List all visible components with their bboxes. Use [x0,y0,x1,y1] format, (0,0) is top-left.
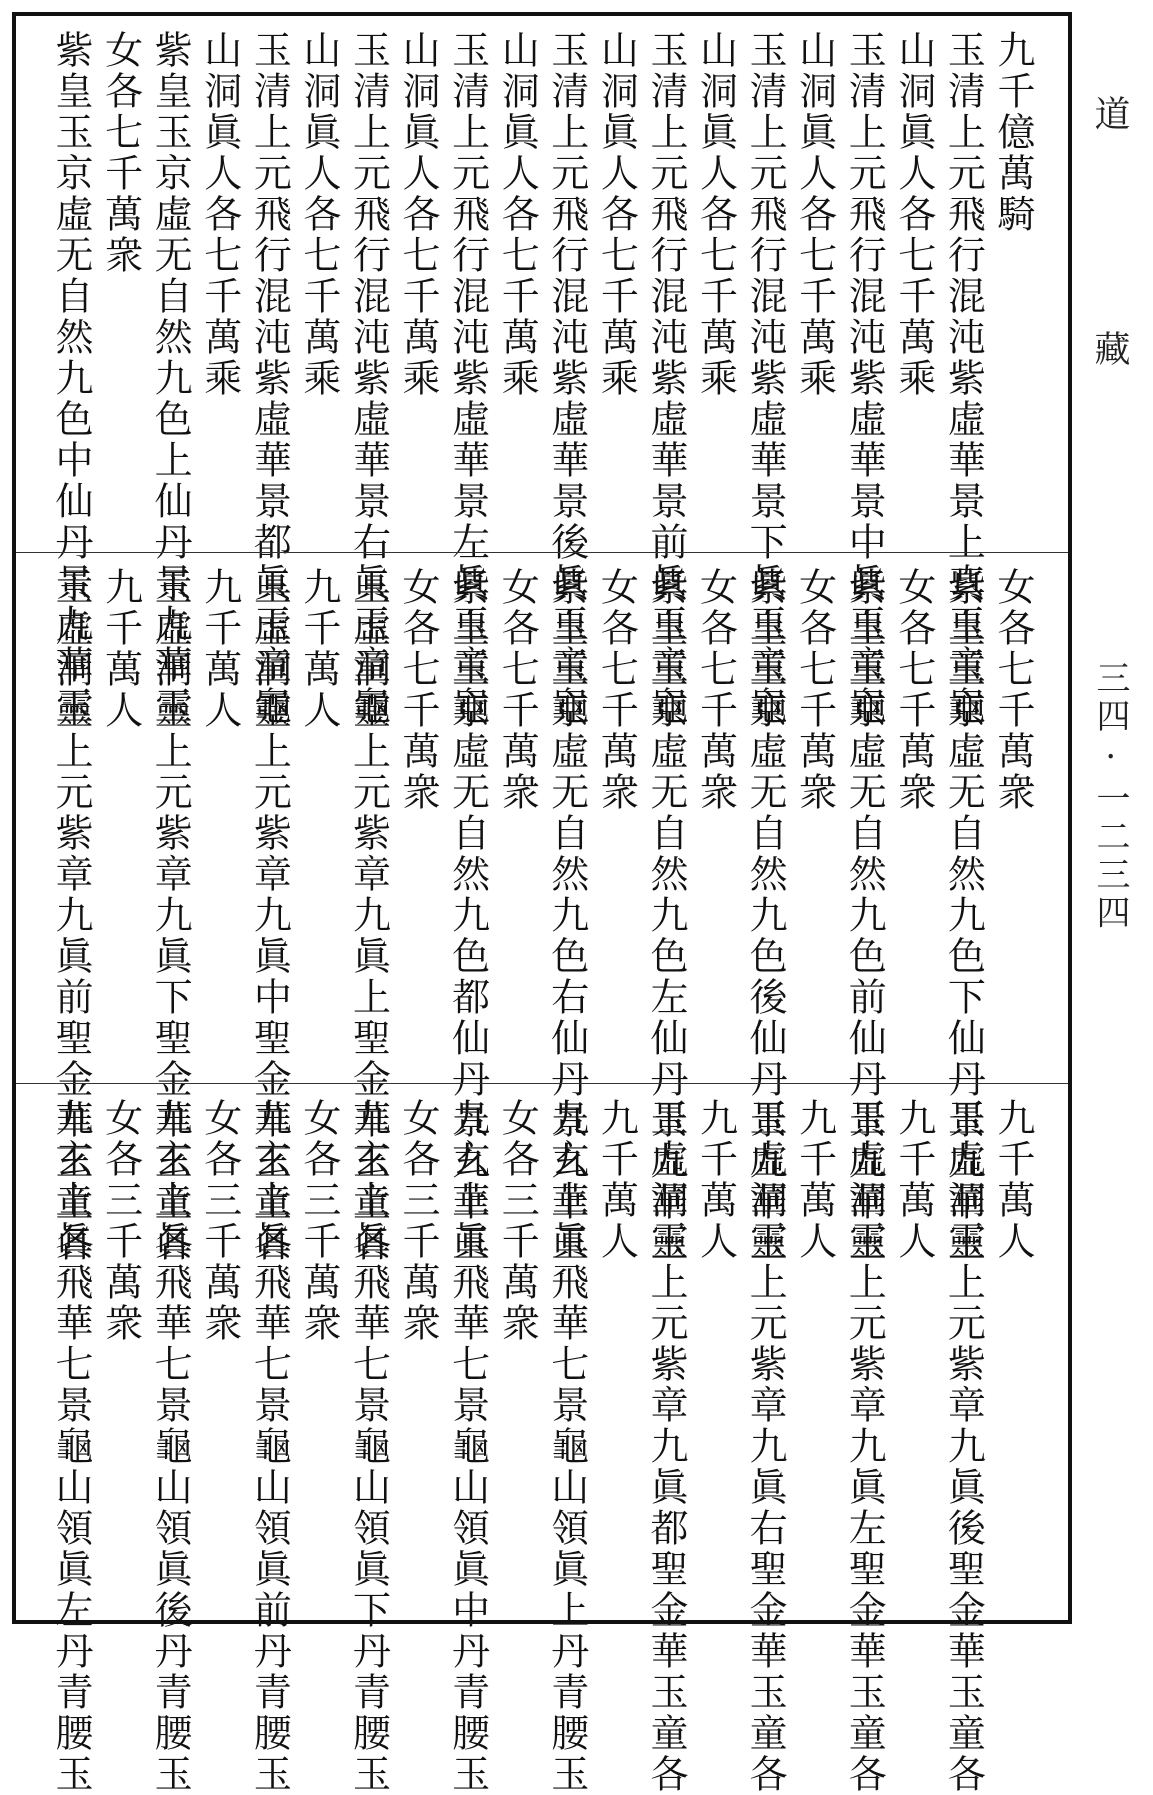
text-column: 玉清上元飛行混沌紫虛華景中眞玉童龜 [842,30,887,727]
text-column: 九玄上眞飛華七景龜山領眞中丹青腰玉 [445,1098,490,1795]
text-column: 女各七千萬衆 [396,567,441,813]
text-column: 九玄上眞飛華七景龜山領眞前丹青腰玉 [247,1098,292,1795]
text-column: 紫皇玉京虛无自然九色左仙丹景九華玉 [643,567,688,1264]
text-column: 山洞眞人各七千萬乘 [891,30,936,399]
text-column: 玉虛洞靈上元紫章九眞上聖金華玉童各 [346,567,391,1264]
text-column: 玉虛洞靈上元紫章九眞都聖金華玉童各 [643,1098,688,1795]
text-column: 玉清上元飛行混沌紫虛華景前眞玉童龜 [643,30,688,727]
text-column: 山洞眞人各七千萬乘 [197,30,242,399]
text-column: 女各三千萬衆 [98,1098,143,1344]
text-column: 九玄上眞飛華七景龜山領眞上丹青腰玉 [544,1098,589,1795]
text-column: 九千萬人 [296,567,341,731]
text-column: 山洞眞人各七千萬乘 [792,30,837,399]
text-column: 紫皇玉京虛无自然九色都仙丹景九華玉 [445,567,490,1264]
text-column: 玉清上元飛行混沌紫虛華景下眞玉童龜 [743,30,788,727]
text-column: 女各七千萬衆 [891,567,936,813]
text-column: 玉虛洞靈上元紫章九眞中聖金華玉童各 [247,567,292,1264]
text-column: 山洞眞人各七千萬乘 [396,30,441,399]
text-column: 九千萬人 [98,567,143,731]
text-column: 紫皇玉京虛无自然九色下仙丹景九華玉 [941,567,986,1264]
text-column: 紫皇玉京虛无自然九色後仙丹景九華玉 [743,567,788,1264]
text-column: 玉虛洞靈上元紫章九眞右聖金華玉童各 [743,1098,788,1795]
text-column: 女各三千萬衆 [495,1098,540,1344]
text-column: 女各七千萬衆 [495,567,540,813]
text-column: 玉虛洞靈上元紫章九眞前聖金華玉童各 [49,567,93,1264]
text-column: 玉清上元飛行混沌紫虛華景上真玉童龜 [941,30,986,727]
text-column: 九千萬人 [792,1098,837,1262]
text-column: 九千萬人 [197,567,242,731]
text-column: 女各三千萬衆 [296,1098,341,1344]
text-column: 女各七千萬衆 [594,567,639,813]
text-panel-lower [16,1084,1068,1795]
text-column: 玉清上元飛行混沌紫虛華景後眞玉童龜 [544,30,589,727]
text-column: 女各七千萬衆 [693,567,738,813]
text-column: 山洞眞人各七千萬乘 [594,30,639,399]
text-column: 九千萬人 [594,1098,639,1262]
text-column: 女各七千萬衆 [792,567,837,813]
text-column: 女各七千萬衆 [98,30,143,276]
text-column: 山洞眞人各七千萬乘 [296,30,341,399]
text-column: 玉清上元飛行混沌紫虛華景都眞玉童龜 [247,30,292,727]
text-column: 女各七千萬衆 [990,567,1035,813]
text-column: 九玄上眞飛華七景龜山領眞後丹青腰玉 [148,1098,193,1795]
column-group [49,1098,1035,1795]
page-frame [12,12,1072,1795]
text-column: 九玄上眞飛華七景龜山領眞左丹青腰玉 [49,1098,93,1795]
text-column: 玉虛洞靈上元紫章九眞後聖金華玉童各 [941,1098,986,1795]
margin-page-number: 三四 · 一二三四 [1090,660,1130,933]
text-column: 玉清上元飛行混沌紫虛華景右眞玉童龜 [346,30,391,727]
text-column: 紫皇玉京虛无自然九色右仙丹景九華玉 [544,567,589,1264]
text-column: 玉虛洞靈上元紫章九眞左聖金華玉童各 [842,1098,887,1795]
margin-title-dao: 道 [1089,95,1130,135]
text-column: 玉清上元飛行混沌紫虛華景左眞玉童龜 [445,30,490,727]
text-column: 九千萬人 [990,1098,1035,1262]
text-column: 九千萬人 [891,1098,936,1262]
text-column: 紫皇玉京虛无自然九色前仙丹景九華玉 [842,567,887,1264]
text-column: 女各三千萬衆 [197,1098,242,1344]
text-column: 玉虛洞靈上元紫章九眞下聖金華玉童各 [148,567,193,1264]
text-column: 紫皇玉京虛无自然九色中仙丹景九華玉 [49,30,93,727]
text-column: 紫皇玉京虛无自然九色上仙丹景九華玉 [148,30,193,727]
text-column: 山洞眞人各七千萬乘 [693,30,738,399]
margin-title-zang: 藏 [1089,330,1130,370]
text-column: 九千萬人 [693,1098,738,1262]
text-column: 山洞眞人各七千萬乘 [495,30,540,399]
text-column: 九玄上眞飛華七景龜山領眞下丹青腰玉 [346,1098,391,1795]
text-column: 女各三千萬衆 [396,1098,441,1344]
text-column: 九千億萬騎 [990,30,1035,235]
